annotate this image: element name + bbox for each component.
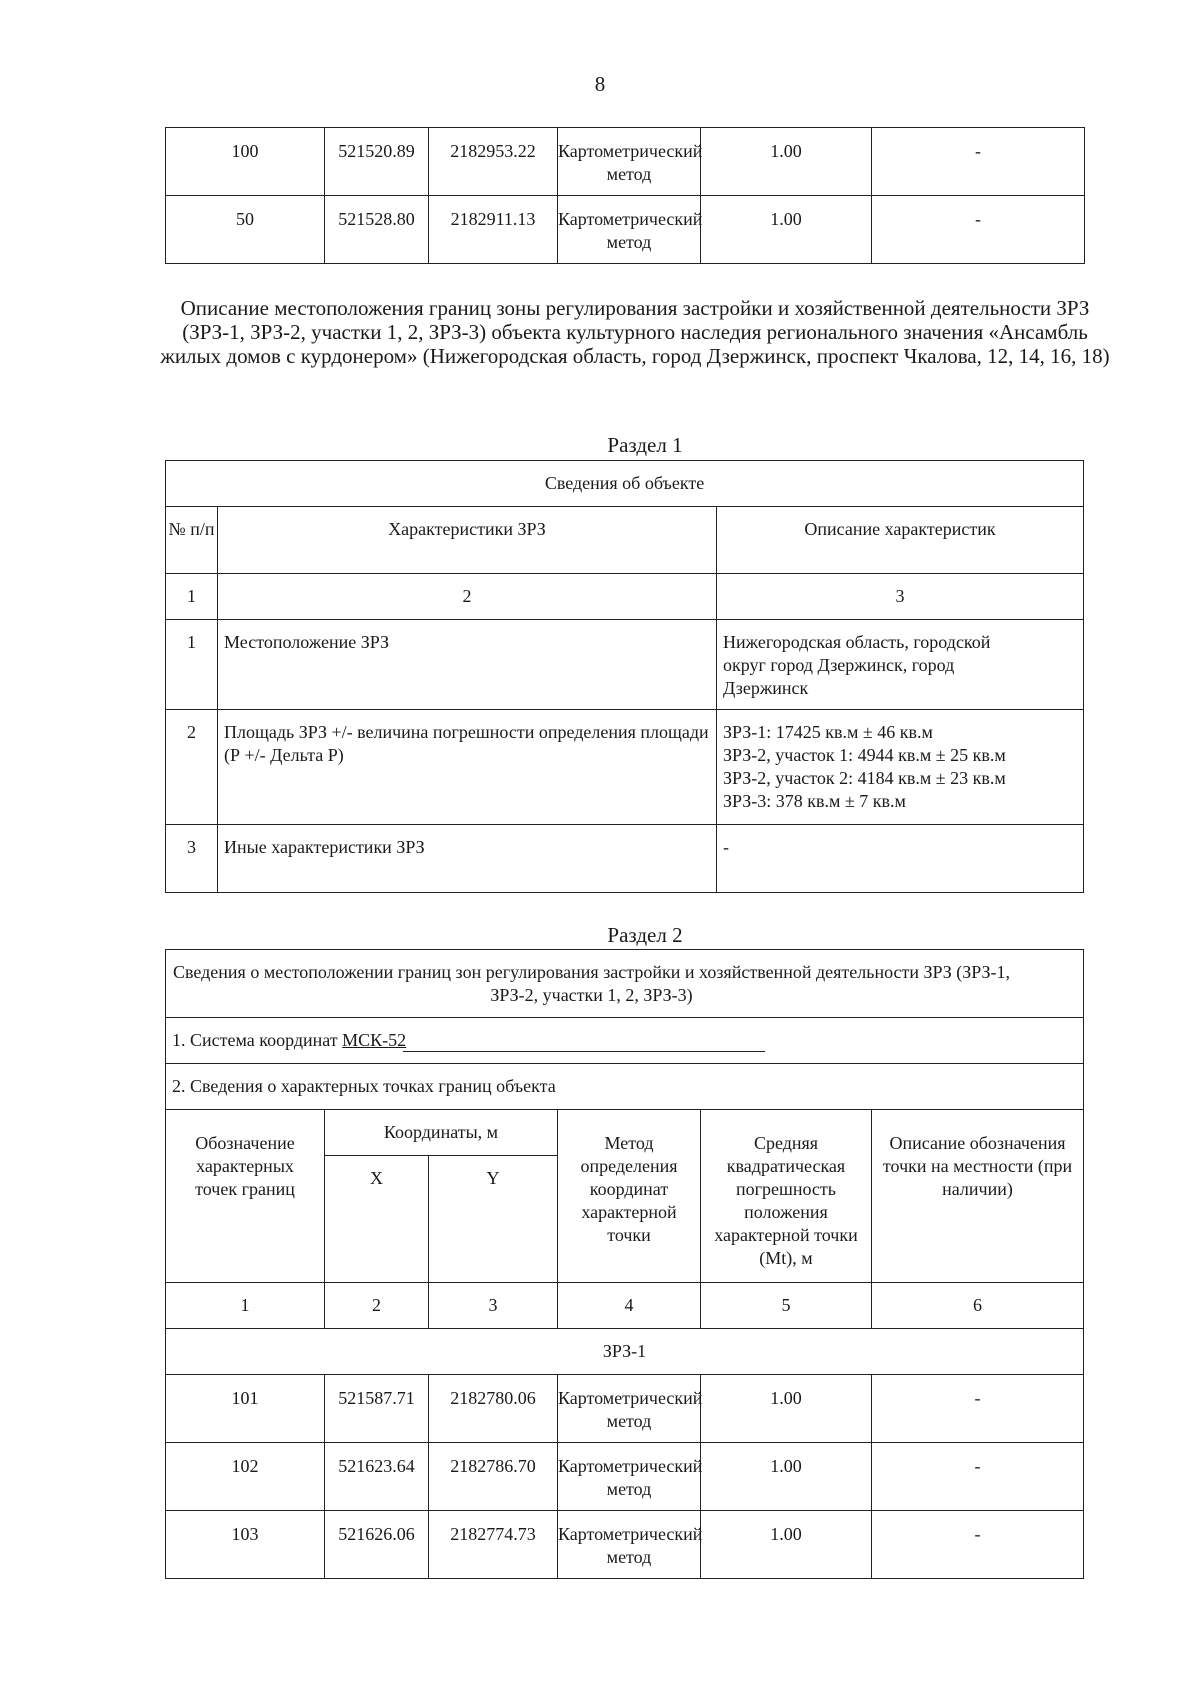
header-x: X <box>325 1156 429 1283</box>
point-method: Картометрический метод <box>558 1511 701 1579</box>
description-line: ЗРЗ-2, участок 2: 4184 кв.м ± 23 кв.м <box>723 768 1006 788</box>
column-number: 2 <box>218 574 717 620</box>
document-heading: Описание местоположения границ зоны регулирования застройки и хозяйственной деятельности ЗРЗ (ЗРЗ-1, ЗРЗ-2, участки 1, 2, ЗРЗ-3) объекта культурного наследия регионального значения «Ансамбль жилых домов с курдонером» (Нижегородская область, город Дзержинск, проспект Чкалова, 12, 14, 16, 18) <box>160 296 1110 368</box>
characteristic-description <box>717 620 1084 710</box>
table-title: Сведения о местоположении границ зон регулирования застройки и хозяйственной деятельности ЗРЗ (ЗРЗ-1, ЗРЗ-2, участки 1, 2, ЗРЗ-3) <box>166 950 1084 1018</box>
characteristic-description <box>717 825 1084 893</box>
column-number: 4 <box>558 1283 701 1329</box>
point-error: 1.00 <box>701 1511 872 1579</box>
points-title-row <box>166 1064 1084 1110</box>
table-row <box>166 196 1085 264</box>
point-description: - <box>872 1511 1084 1579</box>
point-y: 2182786.70 <box>429 1443 558 1511</box>
point-description: - <box>872 128 1085 196</box>
point-y: 2182774.73 <box>429 1511 558 1579</box>
section-2-title: Раздел 2 <box>607 923 683 947</box>
point-description: - <box>872 1443 1084 1511</box>
group-row <box>166 1329 1084 1375</box>
header-characteristic: Характеристики ЗРЗ <box>218 507 717 574</box>
point-x: 521626.06 <box>325 1511 429 1579</box>
row-number: 3 <box>166 825 218 893</box>
section-1-title: Раздел 1 <box>607 433 683 457</box>
continuation-coordinates-table <box>165 127 1085 264</box>
coordinate-system-row <box>166 1018 1084 1064</box>
header-description: Описание характеристик <box>717 507 1084 574</box>
header-coordinates: Координаты, м <box>325 1110 558 1156</box>
description-line: - <box>723 837 729 857</box>
characteristic-name: Площадь ЗРЗ +/- величина погрешности определения площади (Р +/- Дельта Р) <box>218 710 717 825</box>
description-line: Нижегородская область, городской <box>723 632 991 652</box>
point-method: Картометрический метод <box>558 128 701 196</box>
table-row <box>166 620 1084 710</box>
point-method: Картометрический метод <box>558 1375 701 1443</box>
points-title: 2. Сведения о характерных точках границ объекта <box>166 1064 1084 1110</box>
header-point-description: Описание обозначения точки на местности (при наличии) <box>872 1110 1084 1283</box>
table-row <box>166 1443 1084 1511</box>
header-method: Метод определения координат характерной точки <box>558 1110 701 1283</box>
coordinate-system <box>166 1018 1084 1064</box>
table-title-row <box>166 950 1084 1018</box>
table-title: Сведения об объекте <box>166 461 1084 507</box>
point-error: 1.00 <box>701 1375 872 1443</box>
point-y: 2182911.13 <box>429 196 558 264</box>
point-id: 103 <box>166 1511 325 1579</box>
point-method: Картометрический метод <box>558 196 701 264</box>
description-line: ЗРЗ-1: 17425 кв.м ± 46 кв.м <box>723 722 933 742</box>
column-number: 5 <box>701 1283 872 1329</box>
column-number: 1 <box>166 1283 325 1329</box>
point-error: 1.00 <box>701 196 872 264</box>
point-x: 521623.64 <box>325 1443 429 1511</box>
description-line: Дзержинск <box>723 678 809 698</box>
coordinate-system-value: МСК-52 <box>342 1030 407 1050</box>
table-row <box>166 1511 1084 1579</box>
point-x: 521587.71 <box>325 1375 429 1443</box>
fill-line <box>403 1033 765 1052</box>
table-row <box>166 1375 1084 1443</box>
point-x: 521528.80 <box>325 196 429 264</box>
description-line: ЗРЗ-3: 378 кв.м ± 7 кв.м <box>723 791 906 811</box>
table-row <box>166 825 1084 893</box>
column-number: 6 <box>872 1283 1084 1329</box>
object-info-table <box>165 460 1084 893</box>
table-row <box>166 710 1084 825</box>
point-description: - <box>872 1375 1084 1443</box>
row-number: 1 <box>166 620 218 710</box>
column-number-row <box>166 1283 1084 1329</box>
header-number: № п/п <box>166 507 218 574</box>
column-number: 1 <box>166 574 218 620</box>
column-number: 3 <box>717 574 1084 620</box>
coordinate-system-label: 1. Система координат <box>172 1030 338 1050</box>
table-row <box>166 128 1085 196</box>
header-row <box>166 1110 1084 1156</box>
description-line: округ город Дзержинск, город <box>723 655 955 675</box>
point-id: 100 <box>166 128 325 196</box>
row-number: 2 <box>166 710 218 825</box>
header-row <box>166 507 1084 574</box>
point-error: 1.00 <box>701 1443 872 1511</box>
group-label: ЗРЗ-1 <box>166 1329 1084 1375</box>
page-number: 8 <box>594 72 606 96</box>
point-id: 101 <box>166 1375 325 1443</box>
header-y: Y <box>429 1156 558 1283</box>
point-description: - <box>872 196 1085 264</box>
header-designation: Обозначение характерных точек границ <box>166 1110 325 1283</box>
point-y: 2182953.22 <box>429 128 558 196</box>
column-number-row <box>166 574 1084 620</box>
point-id: 50 <box>166 196 325 264</box>
description-line: ЗРЗ-2, участок 1: 4944 кв.м ± 25 кв.м <box>723 745 1006 765</box>
characteristic-name: Местоположение ЗРЗ <box>218 620 717 710</box>
table-title-row <box>166 461 1084 507</box>
column-number: 3 <box>429 1283 558 1329</box>
point-y: 2182780.06 <box>429 1375 558 1443</box>
point-method: Картометрический метод <box>558 1443 701 1511</box>
point-id: 102 <box>166 1443 325 1511</box>
column-number: 2 <box>325 1283 429 1329</box>
header-error: Средняя квадратическая погрешность положения характерной точки (Mt), м <box>701 1110 872 1283</box>
characteristic-description <box>717 710 1084 825</box>
boundary-points-table <box>165 949 1084 1579</box>
point-error: 1.00 <box>701 128 872 196</box>
characteristic-name: Иные характеристики ЗРЗ <box>218 825 717 893</box>
point-x: 521520.89 <box>325 128 429 196</box>
